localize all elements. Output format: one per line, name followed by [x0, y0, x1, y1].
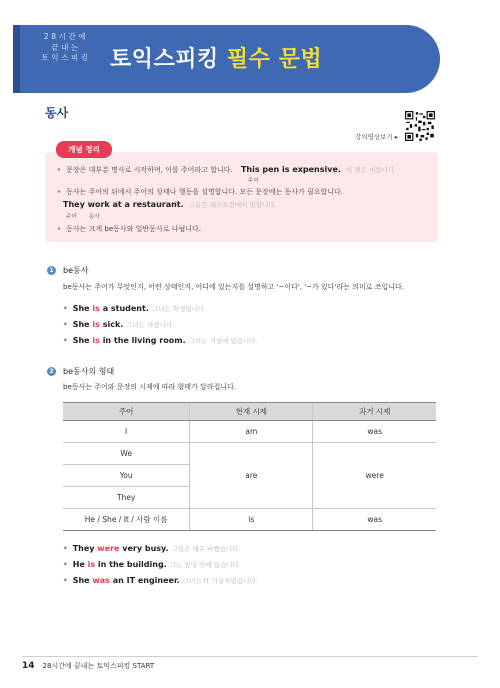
subject-note: 주어: [248, 178, 259, 184]
concept-line-4: [57, 224, 201, 234]
subtitle-line: 28시간에: [43, 32, 89, 41]
subtitle-line: 끝내는: [51, 42, 81, 52]
concept-text: 동사는 크게 be동사와 일반동사로 나뉩니다.: [66, 225, 201, 233]
book-subtitle: [32, 32, 100, 64]
bullet: •: [57, 188, 62, 196]
table-header-row: [63, 403, 436, 421]
footer-divider: [22, 656, 478, 657]
page-footer: [22, 661, 154, 671]
table-cell: He / She / It / 사람 이름: [63, 509, 190, 531]
table-cell: was: [313, 509, 436, 531]
bullet: •: [63, 320, 68, 329]
subsection-description: be동사는 주어와 문장의 시제에 따라 형태가 달라집니다.: [63, 383, 237, 391]
page-title: [110, 42, 322, 73]
table-row: [63, 443, 436, 465]
example-sentence: • She is a student. 그녀는 학생입니다.: [63, 304, 207, 313]
concept-tag: 개념 정리: [56, 141, 112, 158]
section-number-2: 2: [47, 367, 56, 376]
table-cell: You: [63, 465, 190, 487]
verb-note: 동사: [89, 214, 100, 220]
page-title-highlight: 필수 문법: [226, 47, 323, 72]
bullet: •: [63, 304, 68, 313]
example-sentence: • They were very busy. 그들은 매우 바빴습니다.: [63, 544, 241, 553]
bullet: •: [57, 225, 62, 233]
table-cell: was: [313, 421, 436, 443]
page-number: 14: [22, 661, 35, 671]
concept-example: They work at a restaurant.: [63, 200, 184, 209]
table-header: 과거 시제: [313, 403, 436, 421]
bullet: •: [63, 336, 68, 345]
concept-line-3: [63, 200, 277, 209]
page-title-main: 토익스피킹: [110, 47, 227, 72]
bullet: •: [63, 560, 68, 569]
table-cell: am: [190, 421, 313, 443]
concept-translation: 이 펜은 비쌉니다.: [346, 166, 397, 174]
qr-code-icon[interactable]: [405, 111, 435, 141]
table-row: [63, 421, 436, 443]
bullet: •: [63, 544, 68, 553]
concept-example: This pen is expensive.: [240, 165, 341, 174]
lecture-video-link[interactable]: 강의영상보기 ▸: [355, 133, 399, 141]
banner-edge: [13, 25, 20, 93]
table-cell: We: [63, 443, 190, 465]
concept-text: 동사는 주어의 뒤에서 주어의 상태나 행동을 설명합니다. 모든 문장에는 동사가 필요합니다.: [66, 188, 344, 196]
example-sentence: • She is sick. 그녀는 아픕니다.: [63, 320, 175, 329]
section-title: 동사: [45, 106, 69, 120]
concept-line-1: [57, 165, 396, 175]
table-cell: They: [63, 487, 190, 509]
be-verb-table: [63, 402, 436, 531]
table-cell: is: [190, 509, 313, 531]
example-sentence: • She is in the living room. 그녀는 거실에 있습니다.: [63, 336, 258, 345]
bullet: •: [63, 576, 68, 585]
concept-translation: 그들은 레스토랑에서 일합니다.: [188, 201, 277, 209]
table-header: 현재 시제: [190, 403, 313, 421]
subsection-title: be동사: [63, 266, 89, 275]
example-sentence: • He is in the building. 그는 빌딩 안에 있습니다.: [63, 560, 241, 569]
table-row: [63, 509, 436, 531]
table-cell: I: [63, 421, 190, 443]
subject-note: 주어: [66, 214, 77, 220]
table-header: 주어: [63, 403, 190, 421]
subtitle-line: 토익스피킹: [41, 53, 91, 62]
subsection-title: be동사의 형태: [63, 367, 115, 376]
footer-text: 28시간에 끝내는 토익스피킹 START: [42, 662, 155, 670]
subsection-description: be동사는 주어가 무엇인지, 어떤 상태인지, 어디에 있는지를 설명하고 '~이다', '~가 있다'라는 의미로 쓰입니다.: [63, 283, 405, 291]
bullet: •: [57, 166, 62, 174]
example-sentence: • She was an IT engineer. 그녀는 IT 기술자였습니다.: [63, 576, 258, 585]
concept-text: 문장은 대부분 명사로 시작하며, 이를 주어라고 합니다.: [66, 166, 233, 174]
section-number-1: 1: [47, 266, 56, 275]
table-cell: were: [313, 443, 436, 509]
table-cell: are: [190, 443, 313, 509]
concept-line-2: [57, 187, 343, 197]
